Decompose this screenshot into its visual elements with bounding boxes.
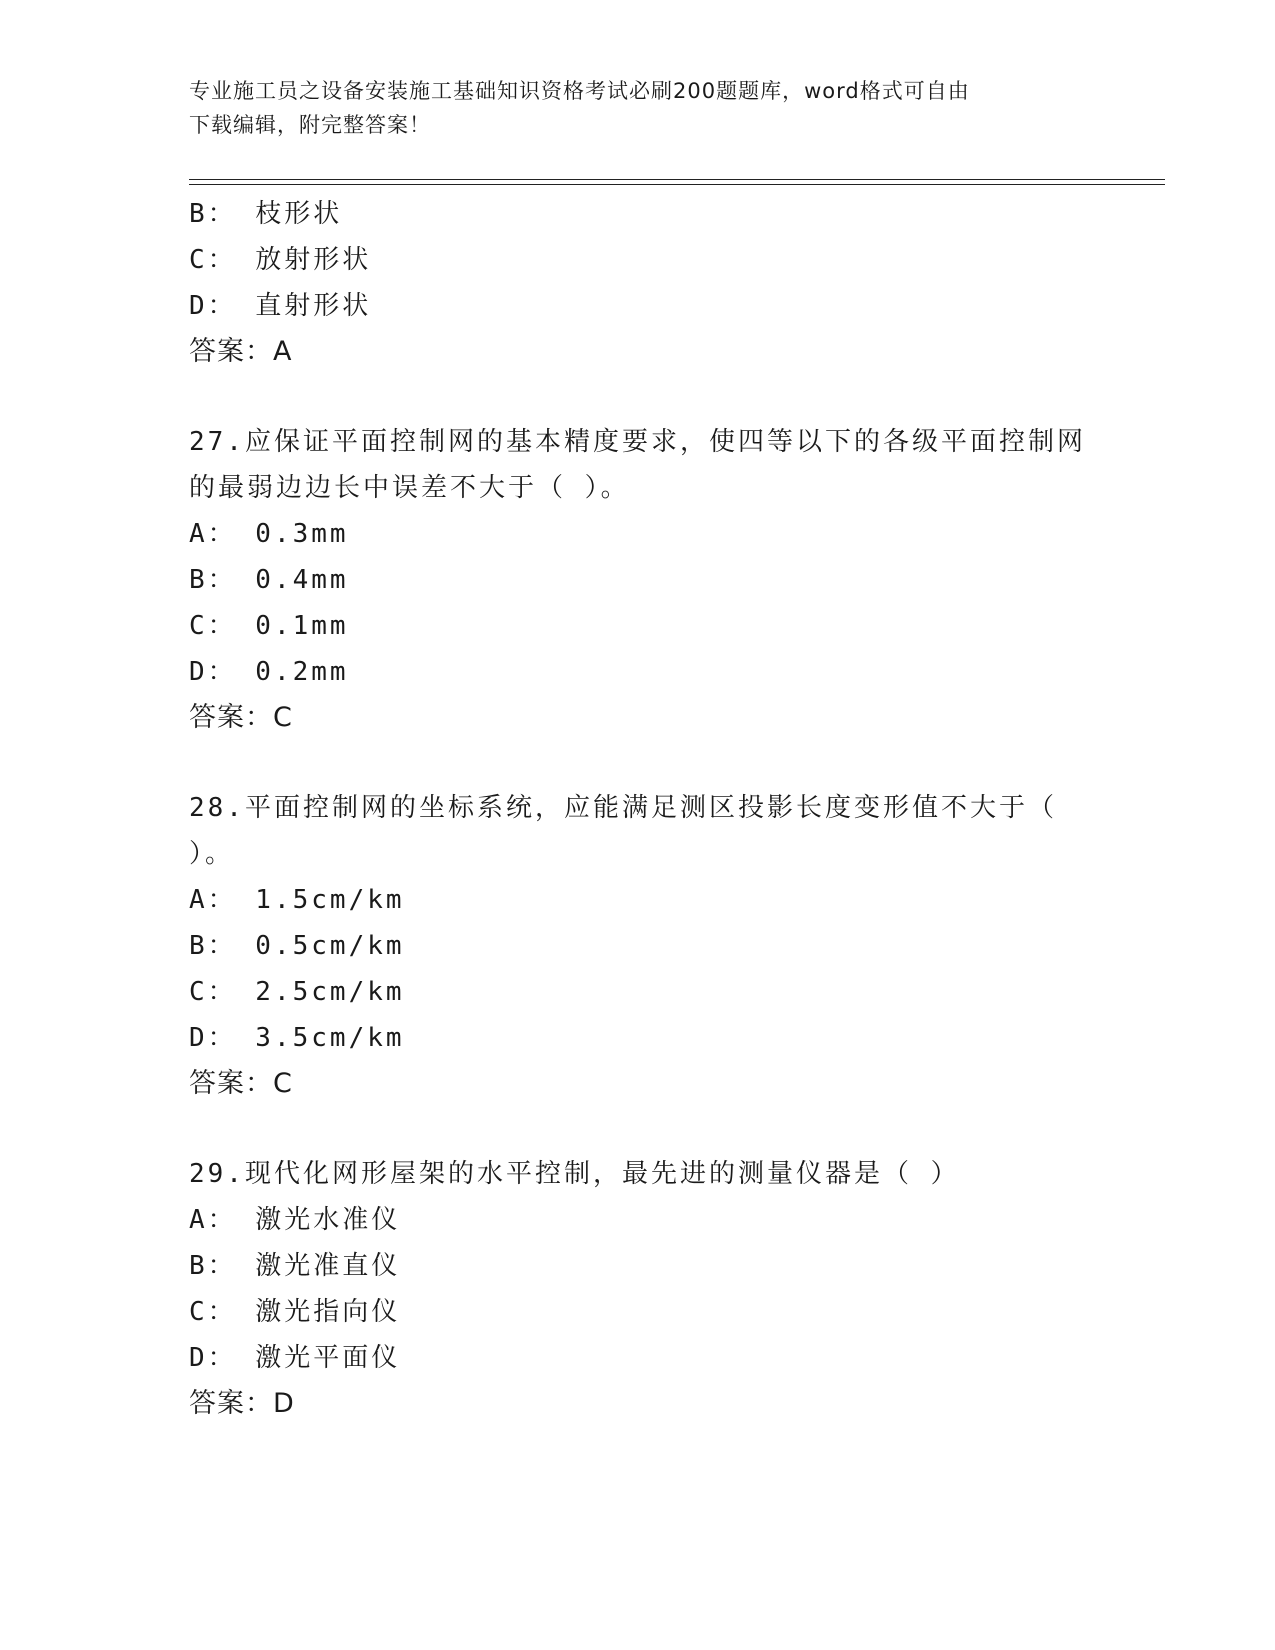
- question-stem-line1: 28.平面控制网的坐标系统，应能满足测区投影长度变形值不大于（: [189, 793, 1057, 823]
- option-b: B： 激光准直仪: [189, 1251, 401, 1281]
- option-c: C： 0.1mm: [189, 611, 349, 641]
- option-c: C： 激光指向仪: [189, 1297, 401, 1327]
- answer-line: 答案：C: [189, 702, 293, 733]
- header-divider-bottom: [189, 184, 1165, 185]
- option-a: A： 1.5cm/km: [189, 885, 405, 915]
- question-stem-line2: 的最弱边边长中误差不大于（ ）。: [189, 473, 630, 503]
- answer-line: 答案：D: [189, 1388, 295, 1419]
- option-b: B： 0.5cm/km: [189, 931, 405, 961]
- question-28: [189, 785, 1089, 1107]
- option-a: A： 0.3mm: [189, 519, 349, 549]
- question-29: [189, 1151, 1089, 1427]
- header-title-line1: 专业施工员之设备安装施工基础知识资格考试必刷200题题库，word格式可自由: [189, 79, 970, 103]
- question-27: [189, 419, 1089, 741]
- question-stem-line1: 27.应保证平面控制网的基本精度要求，使四等以下的各级平面控制网: [189, 427, 1086, 457]
- document-header: [189, 74, 1089, 142]
- header-title-line2: 下载编辑，附完整答案！: [189, 113, 431, 137]
- option-c: C： 放射形状: [189, 245, 372, 275]
- option-d: D： 0.2mm: [189, 657, 349, 687]
- option-c: C： 2.5cm/km: [189, 977, 405, 1007]
- option-d: D： 激光平面仪: [189, 1343, 401, 1373]
- question-stem-line1: 29.现代化网形屋架的水平控制，最先进的测量仪器是（ ）: [189, 1159, 960, 1189]
- option-b: B： 0.4mm: [189, 565, 349, 595]
- header-divider-top: [189, 179, 1165, 180]
- question-26-tail: [189, 191, 1089, 375]
- answer-line: 答案：C: [189, 1068, 293, 1099]
- question-stem-line2: ）。: [189, 839, 235, 869]
- question-list: [189, 191, 1089, 1427]
- option-b: B： 枝形状: [189, 199, 343, 229]
- question-spacer: [189, 375, 1089, 419]
- option-a: A： 激光水准仪: [189, 1205, 401, 1235]
- answer-line: 答案：A: [189, 336, 293, 367]
- question-spacer: [189, 1107, 1089, 1151]
- question-spacer: [189, 741, 1089, 785]
- option-d: D： 直射形状: [189, 291, 372, 321]
- option-d: D： 3.5cm/km: [189, 1023, 405, 1053]
